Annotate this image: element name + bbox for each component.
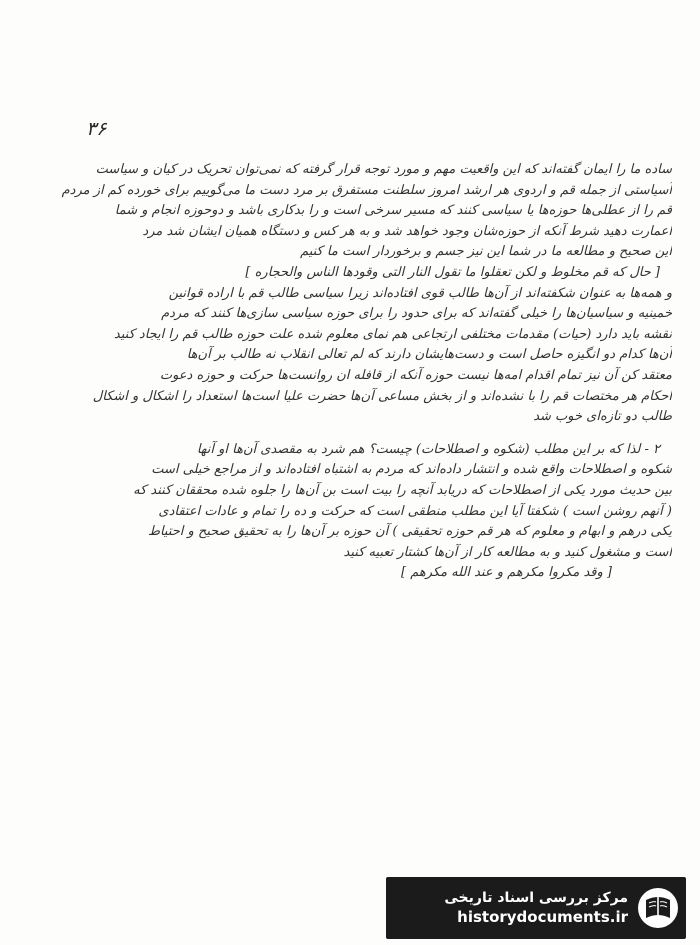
- page-number: ۳۶: [86, 118, 107, 140]
- manuscript-line: شکوه و اصطلاحات واقع شده و انتشار داده‌اند که مردم به اشتباه افتاده‌اند و از مراجع خیلی است: [151, 462, 672, 478]
- handwritten-letter-body: [22, 160, 672, 584]
- archive-watermark: [386, 877, 686, 939]
- manuscript-line: احکام هر مختصات قم را با نشده‌اند و از بخش مساعی آن‌ها حضرت علیا است‌ها استعداد را اشکال و اشکال: [92, 388, 672, 404]
- book-seal-icon: [636, 886, 680, 930]
- manuscript-line: معتقد کن آن نیز تمام اقدام امه‌ها نیست حوزه آنکه از قافله ان روانست‌ها حرکت و حوزه دعوت: [159, 367, 672, 383]
- manuscript-line: قم را از عطلی‌ها حوزه‌ها یا سیاسی کنند که مسیر سرخی است و را بدکاری باشد و دوحوزه انجام و شما: [114, 203, 672, 219]
- manuscript-line: بین حدیث مورد یکی از اصطلاحات که دریابد آنچه را بیت است بن آن‌ها را جلوه شده محققان کنند که: [133, 482, 672, 498]
- manuscript-line: یکی درهم و ابهام و معلوم که هر قم حوزه تحقیقی ) آن حوزه بر آن‌ها را به تحقیق صحیح و احتیاط: [147, 524, 672, 540]
- manuscript-line: ساده ما را ایمان گفته‌اند که این واقعیت مهم و مورد توجه قرار گرفته که نمی‌توان تحریک در کیان و سیاست: [95, 162, 672, 177]
- manuscript-line: طالب دو تازه‌ای خوب شد: [533, 409, 672, 425]
- quran-verse-line: [ حال که قم مخلوط و لکن تعقلوا ما تقول النار التی وقودها الناس والحجاره ]: [245, 264, 660, 280]
- manuscript-line: اعمارت دهید شرط آنکه از حوزه‌شان وجود خواهد شد و به هر کس و دستگاه همیان ایشان شد مرد: [142, 223, 672, 239]
- manuscript-line: خمینیه و سیاسیان‌ها را خیلی گفته‌اند که برای حدود را برای حوزه سیاسی سازی‌ها کنند که مردم: [161, 306, 672, 322]
- manuscript-line: آسیاستی از جمله قم و اردوی هر ارشد امروز سلطنت مستفرق بر مرد دست ما می‌گوییم برای خورده کم از مردم: [61, 182, 672, 198]
- watermark-text: [444, 890, 628, 926]
- manuscript-line: ۲ - لذا که بر این مطلب (شکوه و اصطلاحات) چیست؟ هم شرد به مقصدی آن‌ها او آنها: [196, 441, 660, 457]
- watermark-url: historydocuments.ir: [457, 908, 628, 926]
- watermark-title: مرکز بررسی اسناد تاریخی: [444, 890, 628, 906]
- manuscript-line: این صحیح و مطالعه ما در شما این نیز جسم و برخوردار است ما کنیم: [300, 244, 672, 260]
- manuscript-line: ( آنهم روشن است ) شکفتا آیا این مطلب منطقی است که حرکت و ده را تمام و عادات اعتقادی: [158, 503, 672, 519]
- manuscript-line: و همه‌ها به عنوان شکفته‌اند از آن‌ها طالب قوی افتاده‌اند زیرا سیاسی طالب قم با اراده قوانین: [168, 285, 672, 301]
- manuscript-line: نقشه باید دارد (حیات) مقدمات مختلفی ارتجاعی هم نمای معلوم شده علت حوزه طالب قم را ایجاد کنید: [113, 326, 672, 342]
- manuscript-line: آن‌ها کدام دو انگیزه حاصل است و دست‌هایشان دارند که لم تعالی انقلاب نه طالب بر آن‌ها: [186, 347, 672, 363]
- paragraph-gap: [22, 428, 672, 440]
- quran-verse-line: [ وقد مکروا مکرهم و عند الله مکرهم ]: [401, 565, 612, 581]
- manuscript-line: است و مشغول کنید و به مطالعه کار از آن‌ها کشتار تعبیه کنید: [343, 544, 672, 560]
